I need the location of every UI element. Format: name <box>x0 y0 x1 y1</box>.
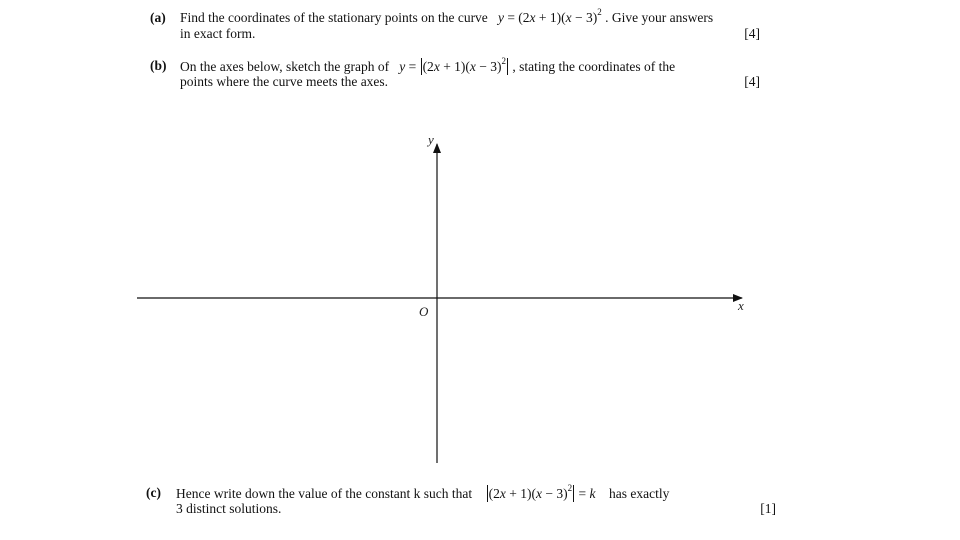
part-a-marks: [4] <box>744 26 760 41</box>
y-axis-label: y <box>428 132 434 147</box>
part-a-text-end: . Give your answers <box>605 10 714 25</box>
part-b-label: (b) <box>150 58 167 73</box>
part-a-label: (a) <box>150 10 166 25</box>
part-c-text-line2: 3 distinct solutions. <box>176 501 282 516</box>
part-a-text-line2: in exact form. <box>180 26 256 41</box>
part-b-text-line2: points where the curve meets the axes. <box>180 74 389 89</box>
part-b-marks: [4] <box>744 74 760 89</box>
part-b-text-start: On the axes below, sketch the graph of <box>180 59 390 74</box>
part-c-text <box>176 485 669 502</box>
part-b-text-end: , stating the coordinates of the <box>512 59 676 74</box>
part-c-marks: [1] <box>760 501 776 516</box>
part-c-equation: $(2x + 1)(x - 3)^2 = k$ <box>488 483 596 501</box>
part-c-text-start: Hence write down the value of the constant k such that <box>176 486 473 501</box>
part-b-equation: $y = (2x + 1)(x - 3)^2$ <box>399 56 507 74</box>
x-axis-label: x <box>738 298 744 313</box>
part-c-text-end: has exactly <box>609 486 670 501</box>
origin-label: O <box>419 304 429 319</box>
part-c-label: (c) <box>146 485 161 500</box>
question-part-c <box>146 485 776 519</box>
part-a-equation: $y = (2x + 1)(x - 3)^2$ <box>497 7 602 25</box>
part-a-text-start: Find the coordinates of the stationary points on the curve <box>180 10 488 25</box>
